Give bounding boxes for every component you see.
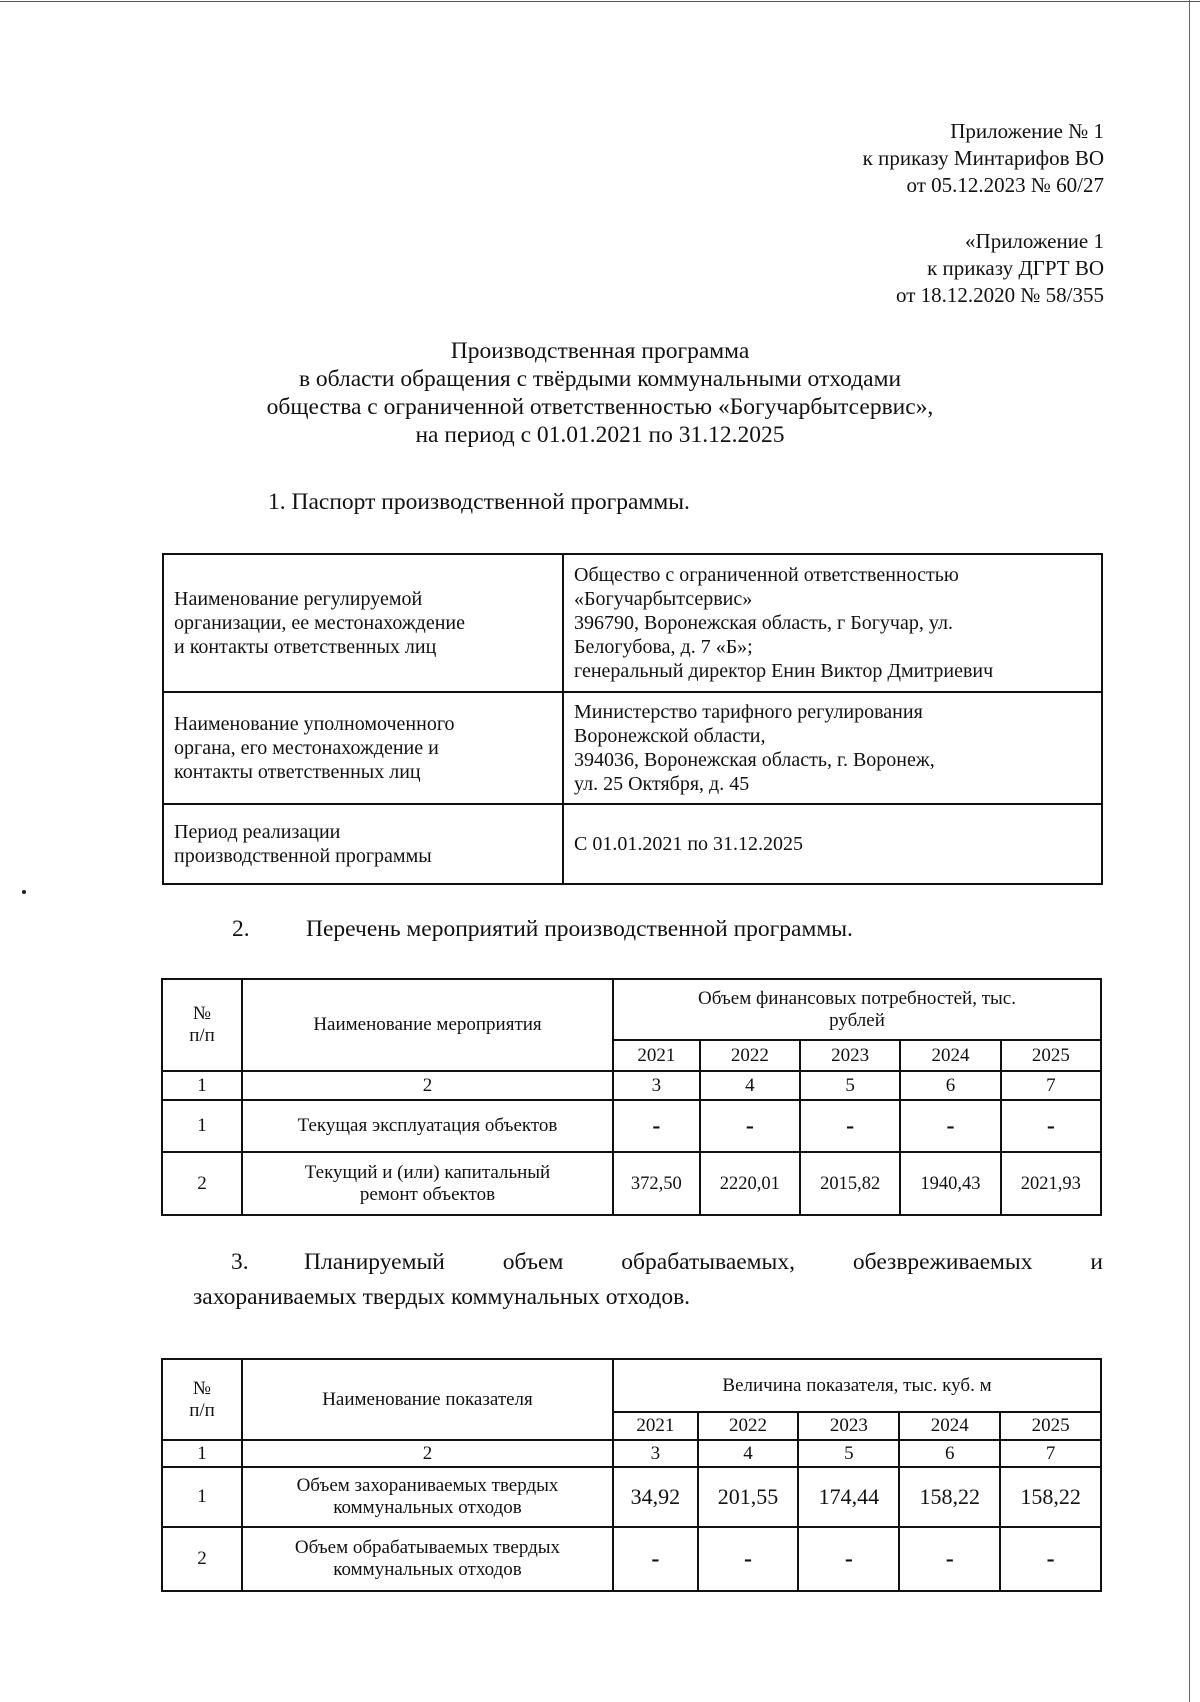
table-row xyxy=(162,1152,1101,1215)
section3-heading xyxy=(193,1247,1103,1277)
index-cell: 1 xyxy=(162,1071,242,1100)
cell-line: «Богучарбытсервис» xyxy=(574,588,753,610)
cell-line: рублей xyxy=(829,1009,885,1031)
index-cell: 6 xyxy=(899,1440,1000,1467)
value-cell: 174,44 xyxy=(798,1467,899,1527)
appendix-line: к приказу Минтарифов ВО xyxy=(862,146,1104,170)
header-name: Наименование показателя xyxy=(242,1359,613,1440)
index-cell: 7 xyxy=(1000,1440,1101,1467)
passport-label xyxy=(163,554,563,692)
appendix-line: к приказу ДГРТ ВО xyxy=(927,256,1104,280)
section-heading-text: Перечень мероприятий производственной программы. xyxy=(306,916,853,942)
header-year: 2025 xyxy=(1001,1040,1101,1071)
title-line: Производственная программа xyxy=(450,338,750,364)
cell-line: 394036, Воронежская область, г. Воронеж, xyxy=(574,749,935,771)
measures-table xyxy=(161,978,1102,1216)
row-name xyxy=(242,1152,613,1215)
row-name xyxy=(242,1527,613,1591)
index-cell: 4 xyxy=(700,1071,800,1100)
cell-line: Белогубова, д. 7 «Б»; xyxy=(574,636,753,658)
cell-line: ремонт объектов xyxy=(359,1183,496,1205)
value-cell: - xyxy=(698,1527,799,1591)
value-cell: 34,92 xyxy=(613,1467,698,1527)
value-cell: 158,22 xyxy=(899,1467,1000,1527)
appendix-reference xyxy=(863,118,1104,199)
header-num xyxy=(162,1359,242,1440)
value-cell: - xyxy=(613,1527,698,1591)
cell-line: № xyxy=(192,1003,212,1024)
row-num: 1 xyxy=(162,1100,242,1152)
appendix-line: от 18.12.2020 № 58/355 xyxy=(895,283,1104,307)
row-name xyxy=(242,1467,613,1527)
appendix-line: от 05.12.2023 № 60/27 xyxy=(906,173,1104,197)
cell-line: органа, его местонахождение и xyxy=(174,737,439,759)
header-year: 2021 xyxy=(613,1412,698,1440)
header-year: 2022 xyxy=(700,1040,800,1071)
section-number: 3. xyxy=(231,1249,249,1275)
header-year: 2022 xyxy=(698,1412,799,1440)
cell-line: коммунальных отходов xyxy=(333,1559,522,1580)
cell-line: п/п xyxy=(189,1025,215,1046)
cell-line: Период реализации xyxy=(174,821,341,843)
index-cell: 2 xyxy=(242,1071,613,1100)
cell-line: Объем захораниваемых твердых xyxy=(296,1475,559,1496)
value-cell: 158,22 xyxy=(1000,1467,1101,1527)
scan-right-edge xyxy=(1189,0,1190,1702)
section-heading-text: Планируемый объем обрабатываемых, обезвреживаемых и xyxy=(304,1249,1103,1275)
index-cell: 3 xyxy=(613,1071,700,1100)
table-row xyxy=(162,1359,1101,1412)
cell-line: Текущий и (или) капитальный xyxy=(304,1161,551,1183)
index-cell: 5 xyxy=(798,1440,899,1467)
cell-line: организации, ее местонахождение xyxy=(174,612,465,634)
value-cell: - xyxy=(700,1100,800,1152)
cell-line: 396790, Воронежская область, г Богучар, ул. xyxy=(574,612,953,634)
row-num: 2 xyxy=(162,1527,242,1591)
appendix-line: Приложение № 1 xyxy=(950,119,1104,143)
value-cell: - xyxy=(1001,1100,1101,1152)
header-name: Наименование мероприятия xyxy=(242,979,613,1071)
table-row xyxy=(162,1527,1101,1591)
passport-value xyxy=(563,554,1102,692)
cell-line: Наименование регулируемой xyxy=(174,588,423,610)
section-number: 2. xyxy=(232,916,250,942)
value-cell: 2021,93 xyxy=(1001,1152,1101,1215)
passport-table xyxy=(162,553,1103,885)
cell-line: генеральный директор Енин Виктор Дмитриевич xyxy=(574,660,994,682)
cell-line: ул. 25 Октября, д. 45 xyxy=(574,773,750,795)
scan-top-edge xyxy=(0,1,1200,2)
table-row xyxy=(162,1467,1101,1527)
scan-speck xyxy=(22,890,26,894)
value-cell: 372,50 xyxy=(613,1152,700,1215)
section1-heading: 1. Паспорт производственной программы. xyxy=(268,489,690,515)
document-title xyxy=(150,337,1050,449)
value-cell: - xyxy=(800,1100,900,1152)
header-group xyxy=(613,979,1101,1040)
header-year: 2021 xyxy=(613,1040,700,1071)
cell-line: № xyxy=(192,1377,212,1399)
passport-value xyxy=(563,804,1102,884)
appendix-line: «Приложение 1 xyxy=(965,229,1104,253)
table-row xyxy=(162,1071,1101,1100)
cell-line: Министерство тарифного регулирования xyxy=(574,701,923,723)
header-year: 2023 xyxy=(800,1040,900,1071)
cell-line: контакты ответственных лиц xyxy=(174,761,421,783)
cell-line: коммунальных отходов xyxy=(333,1497,522,1518)
header-year: 2025 xyxy=(1000,1412,1101,1440)
passport-label xyxy=(163,804,563,884)
value-cell: - xyxy=(798,1527,899,1591)
passport-value xyxy=(563,692,1102,804)
index-cell: 7 xyxy=(1001,1071,1101,1100)
index-cell: 2 xyxy=(242,1440,613,1467)
title-line: общества с ограниченной ответственностью «Богучарбытсервис», xyxy=(266,394,934,420)
value-cell: 2220,01 xyxy=(700,1152,800,1215)
cell-line: Наименование уполномоченного xyxy=(174,713,455,735)
cell-line: Воронежской области, xyxy=(574,725,766,747)
cell-line: Объем финансовых потребностей, тыс. xyxy=(698,987,1016,1009)
value-cell: - xyxy=(613,1100,700,1152)
index-cell: 6 xyxy=(900,1071,1000,1100)
index-cell: 1 xyxy=(162,1440,242,1467)
value-cell: 2015,82 xyxy=(800,1152,900,1215)
header-year: 2023 xyxy=(798,1412,899,1440)
row-name: Текущая эксплуатация объектов xyxy=(242,1100,613,1152)
index-cell: 4 xyxy=(698,1440,799,1467)
cell-line: Объем обрабатываемых твердых xyxy=(294,1537,561,1558)
table-row xyxy=(162,979,1101,1040)
header-year: 2024 xyxy=(899,1412,1000,1440)
value-cell: - xyxy=(900,1100,1000,1152)
title-line: в области обращения с твёрдыми коммунальными отходами xyxy=(298,366,902,392)
passport-label xyxy=(163,692,563,804)
index-cell: 5 xyxy=(800,1071,900,1100)
value-cell: 1940,43 xyxy=(900,1152,1000,1215)
cell-line: и контакты ответственных лиц xyxy=(174,636,437,658)
header-num xyxy=(162,979,242,1071)
value-cell: - xyxy=(899,1527,1000,1591)
cell-line: п/п xyxy=(189,1399,215,1421)
value-cell: - xyxy=(1000,1527,1101,1591)
table-row xyxy=(163,804,1102,884)
index-cell: 3 xyxy=(613,1440,698,1467)
row-num: 2 xyxy=(162,1152,242,1215)
row-num: 1 xyxy=(162,1467,242,1527)
title-line: на период с 01.01.2021 по 31.12.2025 xyxy=(415,422,785,448)
table-row xyxy=(162,1440,1101,1467)
cell-line: Общество с ограниченной ответственностью xyxy=(574,564,959,586)
value-cell: 201,55 xyxy=(698,1467,799,1527)
cell-line: С 01.01.2021 по 31.12.2025 xyxy=(574,833,804,855)
section2-heading xyxy=(232,914,853,944)
indicators-table xyxy=(161,1358,1102,1592)
cell-line: производственной программы xyxy=(174,845,432,867)
header-year: 2024 xyxy=(900,1040,1000,1071)
table-row xyxy=(162,1100,1101,1152)
previous-appendix-reference xyxy=(896,228,1104,309)
table-row xyxy=(163,692,1102,804)
section3-heading-continued: захораниваемых твердых коммунальных отходов. xyxy=(193,1284,691,1310)
table-row xyxy=(163,554,1102,692)
header-group: Величина показателя, тыс. куб. м xyxy=(613,1359,1101,1412)
